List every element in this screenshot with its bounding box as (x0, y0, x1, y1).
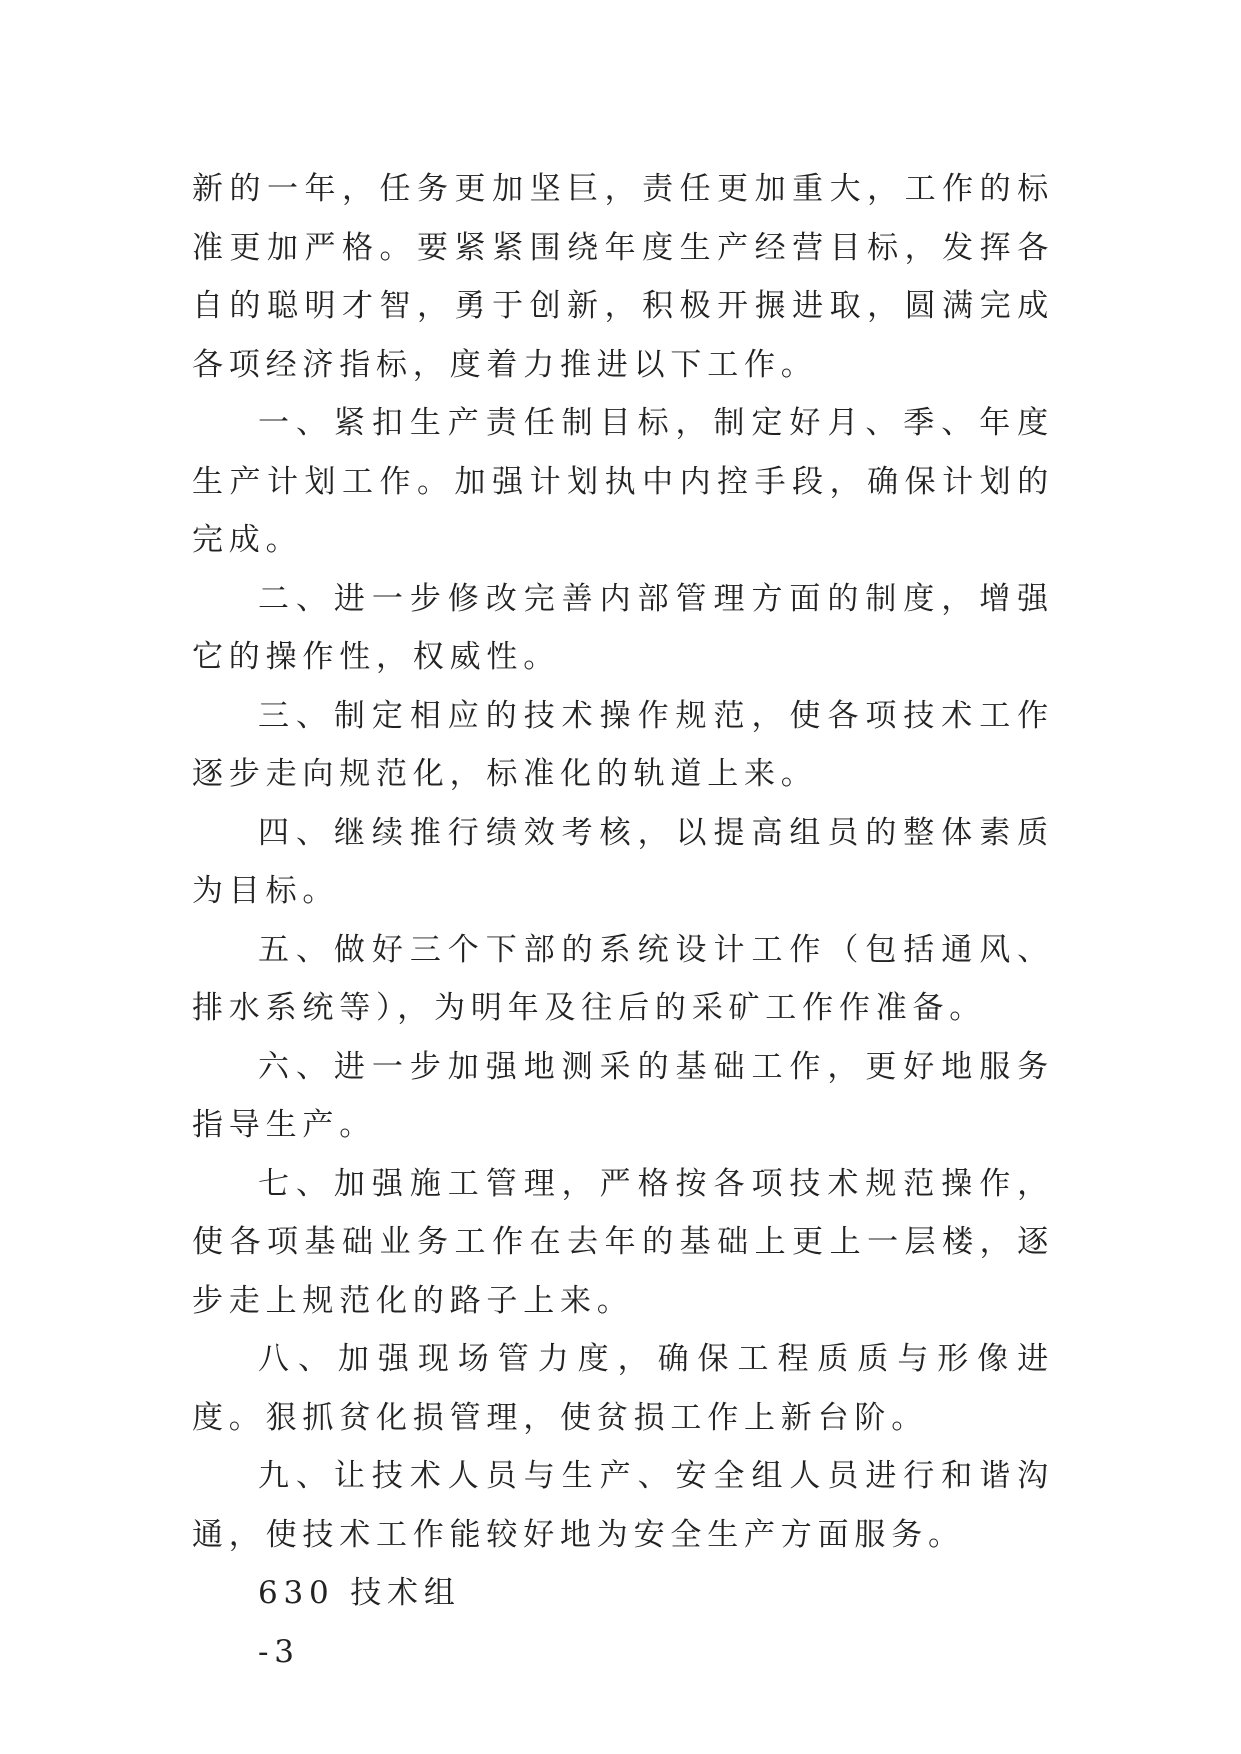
paragraph-item-1: 一、紧扣生产责任制目标，制定好月、季、年度生产计划工作。加强计划执中内控手段，确保计划的完成。 (192, 405, 1054, 558)
signature: 630 技术组 (258, 1575, 461, 1611)
paragraph-item-8: 八、加强现场管力度，确保工程质质与形像进度。狠抓贫化损管理，使贫损工作上新台阶。 (192, 1341, 1054, 1436)
paragraph-item-4: 四、继续推行绩效考核，以提高组员的整体素质为目标。 (192, 814, 1054, 909)
paragraph-item-9: 九、让技术人员与生产、安全组人员进行和谐沟通，使技术工作能较好地为安全生产方面服务。 (192, 1458, 1054, 1553)
paragraph-item-7: 七、加强施工管理，严格按各项技术规范操作，使各项基础业务工作在去年的基础上更上一层楼，逐步走上规范化的路子上来。 (192, 1165, 1054, 1319)
paragraph-intro: 新的一年，任务更加坚巨，责任更加重大，工作的标准更加严格。要紧紧围绕年度生产经营目标，发挥各自的聪明才智，勇于创新，积极开搌进取，圆满完成各项经济指标，度着力推进以下工作。 (192, 171, 1054, 383)
paragraph-item-6: 六、进一步加强地测采的基础工作，更好地服务指导生产。 (192, 1048, 1054, 1143)
paragraph-item-2: 二、进一步修改完善内部管理方面的制度，增强它的操作性，权威性。 (192, 580, 1054, 675)
paragraph-item-5: 五、做好三个下部的系统设计工作（包括通风、排水系统等），为明年及往后的采矿工作作准备。 (192, 931, 1054, 1026)
document-body (192, 160, 1054, 1681)
page-marker: -3 (258, 1633, 300, 1670)
paragraph-item-3: 三、制定相应的技术操作规范，使各项技术工作逐步走向规范化，标准化的轨道上来。 (192, 697, 1054, 792)
